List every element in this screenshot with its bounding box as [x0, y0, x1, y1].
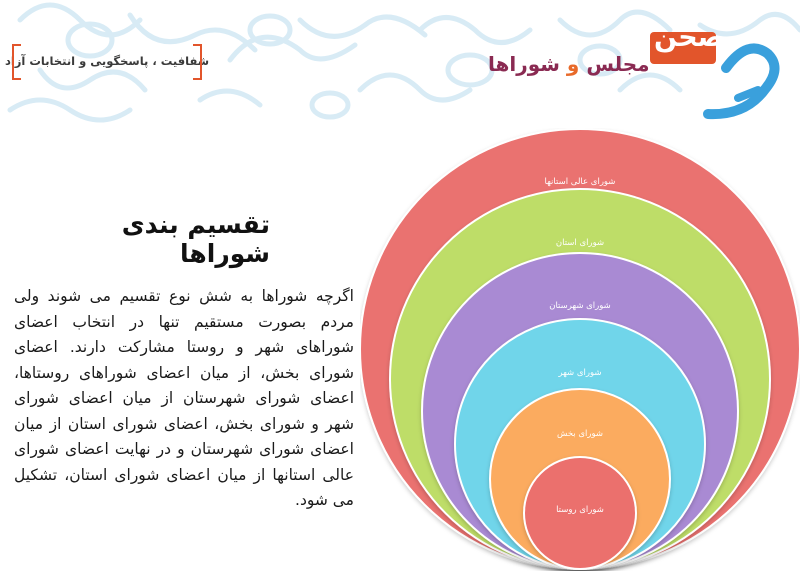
- logo-sub-b: شوراها: [488, 52, 560, 76]
- logo-main-word: صحن: [654, 22, 724, 53]
- logo-sub-conj: و: [566, 52, 580, 76]
- councils-nested-circles-diagram: [360, 128, 800, 571]
- tagline: [4, 44, 210, 78]
- council-label-6: شورای روستا: [556, 505, 604, 515]
- body-paragraph: اگرچه شوراها به شش نوع تقسیم می شوند ولی مردم بصورت مستقیم تنها در انتخاب اعضای شوراهای شهر و روستا مشارکت دارند. اعضای شورای بخش، از میان اعضای شوراهای روستاها، اعضای شورای شهرستان از میان اعضای شورای شهر و شورای بخش، اعضای شورای استان از میان اعضای شورای شهرستان و در نهایت اعضای شورای عالی استانها از میان اعضای شورای استان، تشکیل می شود.: [14, 287, 354, 509]
- tagline-text: شفافیت ، پاسخگویی و انتخابات آزاد: [4, 54, 210, 68]
- page-title: تقسیم بندی شوراها: [121, 210, 270, 268]
- council-label-5: شورای بخش: [556, 429, 604, 439]
- logo-sub-a: مجلس: [586, 52, 650, 76]
- council-label-1: شورای عالی استانها: [544, 177, 616, 187]
- council-label-2: شورای استان: [555, 238, 605, 248]
- council-label-4: شورای شهر: [558, 368, 602, 378]
- council-label-3: شورای شهرستان: [549, 301, 611, 311]
- logo-subtitle: [488, 52, 650, 76]
- tagline-bracket-left: [12, 44, 21, 80]
- tagline-bracket-right: [193, 44, 202, 80]
